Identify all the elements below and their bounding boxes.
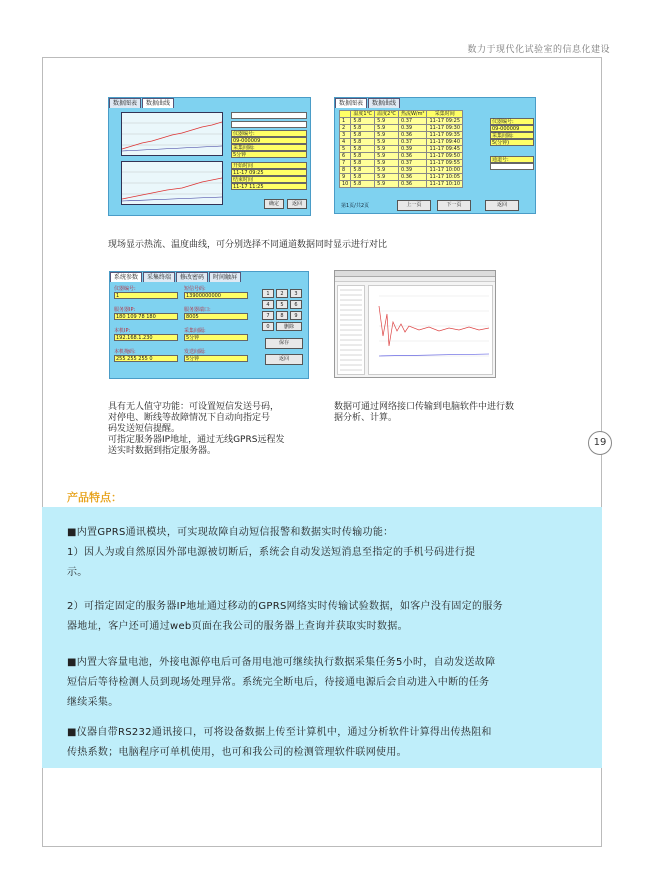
table-cell: 5.9 (375, 146, 399, 153)
table-tabs (335, 98, 535, 108)
table-cell: 11-17 09:25 (427, 118, 463, 125)
start-time-value[interactable]: 11-17 09:25 (231, 169, 307, 176)
tab-time[interactable]: 时间触屏 (209, 272, 241, 282)
tab-terminal[interactable]: 采集终端 (143, 272, 175, 282)
table-cell: 11-17 10:05 (427, 174, 463, 181)
table-cell: 5.8 (351, 146, 375, 153)
table-cell: 11-17 09:50 (427, 153, 463, 160)
keypad-key[interactable]: 4 (262, 300, 274, 309)
pc-list-lines (338, 286, 364, 374)
table-cell: 5.9 (375, 118, 399, 125)
param-label: 本机IP: (114, 328, 131, 334)
keypad-key[interactable]: 7 (262, 311, 274, 320)
table-cell: 5.8 (351, 174, 375, 181)
param-field (184, 327, 248, 341)
param-field (184, 285, 248, 299)
param-value[interactable]: 8005 (184, 313, 248, 320)
save-button[interactable]: 保存 (265, 338, 303, 349)
table-cell: 0.36 (398, 181, 427, 188)
pc-chart-plot (369, 286, 492, 374)
channel-select[interactable] (490, 163, 534, 170)
keypad-key[interactable]: 8 (276, 311, 288, 320)
table-cell: 0.39 (398, 125, 427, 132)
back-button[interactable]: 返回 (287, 199, 307, 209)
tab-data-table-2[interactable]: 数据图表 (335, 98, 367, 108)
param-label: 发送间隔: (184, 349, 206, 355)
caption-line: 码发送短信提醒。 (108, 424, 181, 434)
caption-curve: 现场显示热流、温度曲线，可分别选择不同通道数据同时显示进行对比 (108, 240, 388, 250)
table-cell: 6 (340, 153, 351, 160)
table-cell: 5.8 (351, 132, 375, 139)
table-row (340, 125, 463, 132)
table-cell: 0.36 (398, 153, 427, 160)
table-row (340, 153, 463, 160)
table-header: 温度1℃ (351, 111, 375, 118)
table-cell: 11-17 09:35 (427, 132, 463, 139)
caption-line: 数据可通过网络接口传输到电脑软件中进行数 (334, 402, 515, 412)
param-field (184, 348, 248, 362)
param-field (114, 285, 178, 299)
screenshot-data-curve (108, 97, 311, 216)
caption-line: 具有无人值守功能：可设置短信发送号码， (108, 402, 280, 412)
table-cell: 5.9 (375, 139, 399, 146)
frame-bottom-line (42, 846, 602, 847)
keypad-key[interactable]: 3 (290, 289, 302, 298)
param-value[interactable]: 5分钟 (184, 355, 248, 362)
table-cell: 2 (340, 125, 351, 132)
prev-page-button[interactable]: 上一页 (397, 200, 431, 211)
pc-chart (368, 285, 493, 375)
table-cell: 11-17 09:45 (427, 146, 463, 153)
table-cell: 5.8 (351, 181, 375, 188)
param-tabs (110, 272, 308, 282)
feature-line-4: 2）可指定固定的服务器IP地址通过移动的GPRS网络实时传输试验数据，如客户没有固定的服务 (67, 601, 503, 612)
table-cell: 5.9 (375, 132, 399, 139)
table-cell: 5.9 (375, 174, 399, 181)
param-field (184, 306, 248, 320)
pc-data-list (337, 285, 365, 375)
end-time-label: 结束时间 (231, 176, 307, 183)
table-cell: 11-17 09:30 (427, 125, 463, 132)
table-cell: 9 (340, 174, 351, 181)
table-cell: 10 (340, 181, 351, 188)
tab-data-table[interactable]: 数据图表 (109, 98, 141, 108)
table-cell: 4 (340, 139, 351, 146)
table-cell: 0.37 (398, 118, 427, 125)
param-label: 服务器IP: (114, 307, 136, 313)
table-cell: 0.36 (398, 132, 427, 139)
table-side-fields (490, 118, 534, 170)
table-header: 热流W/m² (398, 111, 427, 118)
channel-select-2[interactable] (231, 121, 307, 128)
table-cell: 11-17 10:00 (427, 167, 463, 174)
table-cell: 11-17 09:55 (427, 160, 463, 167)
channel-select-1[interactable] (231, 112, 307, 119)
keypad-key[interactable]: 删除 (276, 322, 302, 331)
keypad-key[interactable]: 9 (290, 311, 302, 320)
param-value[interactable]: 1 (114, 292, 178, 299)
table-row (340, 139, 463, 146)
feature-line-9: ■仪器自带RS232通讯接口，可将设备数据上传至计算机中，通过分析软件计算得出传热阻和 (67, 727, 492, 738)
feature-line-1: ■内置GPRS通讯模块，可实现故障自动短信报警和数据实时传输功能： (67, 527, 394, 538)
table-row (340, 181, 463, 188)
table-cell: 11-17 10:10 (427, 181, 463, 188)
param-value[interactable]: 5分钟 (184, 334, 248, 341)
interval-value-2: 5(分钟) (490, 139, 534, 146)
param-label: 本机掩码: (114, 349, 136, 355)
frame-top-line (42, 57, 602, 58)
table-row (340, 118, 463, 125)
feature-line-8: 继续采集。 (67, 697, 119, 708)
tab-data-curve[interactable]: 数据曲线 (142, 98, 174, 108)
table-cell: 5 (340, 146, 351, 153)
table-cell: 5.9 (375, 167, 399, 174)
table-cell: 5.9 (375, 125, 399, 132)
caption-line: 对停电、断线等故障情况下自动向指定号 (108, 413, 271, 423)
curve-tabs (109, 98, 310, 108)
table-cell: 1 (340, 118, 351, 125)
screenshot-data-table (334, 97, 536, 214)
page-indicator: 第1页/共2页 (341, 203, 370, 209)
feature-line-10: 传热系数；电脑程序可单机使用，也可和我公司的检测管理软件联网使用。 (67, 747, 407, 758)
curve-side-controls (231, 112, 307, 190)
curve-chart-bottom (121, 161, 223, 205)
param-label: 仪器编号: (114, 286, 136, 292)
header-title: 数力于现代化试验室的信息化建设 (467, 45, 610, 55)
param-field (114, 348, 178, 362)
table-row (340, 132, 463, 139)
keypad-key[interactable]: 2 (276, 289, 288, 298)
caption-line: 送实时数据到指定服务器。 (108, 446, 217, 456)
feature-line-5: 器地址，客户还可通过web页面在我公司的服务器上查询并获取实时数据。 (67, 621, 408, 632)
table-cell: 5.8 (351, 118, 375, 125)
param-value[interactable]: 192.168.1.230 (114, 334, 178, 341)
end-time-value[interactable]: 11-17 11:25 (231, 183, 307, 190)
caption-line: 据分析、计算。 (334, 413, 398, 423)
instrument-no-value-2: 09-000009 (490, 125, 534, 132)
instrument-no-value: 09-000009 (231, 137, 307, 144)
table-cell: 5.9 (375, 153, 399, 160)
start-time-label: 开始时间 (231, 162, 307, 169)
next-page-button[interactable]: 下一页 (437, 200, 471, 211)
feature-line-2: 1）因人为或自然原因外部电源被切断后，系统会自动发送短消息至指定的手机号码进行提 (67, 547, 476, 558)
curve-chart-top (121, 112, 223, 156)
tab-data-curve-2[interactable]: 数据曲线 (368, 98, 400, 108)
table-cell: 7 (340, 160, 351, 167)
instrument-no-label: 仪器编号: (231, 130, 307, 137)
return-button[interactable]: 返回 (265, 354, 303, 365)
param-value[interactable]: 180 109 78 180 (114, 313, 178, 320)
caption-line: 可指定服务器IP地址，通过无线GPRS远程发 (108, 435, 285, 445)
table-cell: 5.8 (351, 153, 375, 160)
table-cell: 5.8 (351, 125, 375, 132)
param-label: 服务器端口: (184, 307, 211, 313)
table-cell: 8 (340, 167, 351, 174)
tab-password[interactable]: 修改密码 (176, 272, 208, 282)
table-cell: 5.8 (351, 167, 375, 174)
table-header: 采集时间 (427, 111, 463, 118)
param-value[interactable]: 255 255 255 0 (114, 355, 178, 362)
instrument-no-label-2: 仪器编号: (490, 118, 534, 125)
caption-unattended (108, 402, 308, 457)
interval-label-2: 采集间隔: (490, 132, 534, 139)
table-cell: 0.39 (398, 146, 427, 153)
param-label: 采集间隔: (184, 328, 206, 334)
screenshot-pc-software (334, 270, 496, 378)
curve-line-top (122, 113, 222, 155)
table-cell: 3 (340, 132, 351, 139)
table-cell: 0.39 (398, 167, 427, 174)
param-field (114, 306, 178, 320)
back-button-2[interactable]: 返回 (485, 200, 519, 211)
table-cell: 0.37 (398, 160, 427, 167)
caption-network (334, 402, 554, 424)
table-cell: 0.36 (398, 174, 427, 181)
table-row (340, 160, 463, 167)
data-table (339, 110, 463, 188)
table-cell: 5.8 (351, 160, 375, 167)
table-cell: 5.9 (375, 181, 399, 188)
table-cell: 0.37 (398, 139, 427, 146)
keypad-key[interactable]: 0 (262, 322, 274, 331)
interval-label: 采集间隔: (231, 144, 307, 151)
feature-line-3: 示。 (67, 567, 88, 578)
keypad-key[interactable]: 1 (262, 289, 274, 298)
table-cell: 11-17 09:40 (427, 139, 463, 146)
table-row (340, 167, 463, 174)
feature-line-6: ■内置大容量电池，外接电源停电后可备用电池可继续执行数据采集任务5小时，自动发送故障 (67, 657, 496, 668)
table-header: 温度2℃ (375, 111, 399, 118)
feature-line-7: 短信后等待检测人员到现场处理异常。系统完全断电后，待接通电源后会自动进入中断的任务 (67, 677, 490, 688)
table-header (340, 111, 351, 118)
param-label: 短信号码: (184, 286, 206, 292)
param-value[interactable]: 13900000000 (184, 292, 248, 299)
keypad-key[interactable]: 6 (290, 300, 302, 309)
features-title: 产品特点： (67, 491, 122, 504)
page-number: 19 (588, 431, 612, 455)
table-cell: 5.9 (375, 160, 399, 167)
interval-value[interactable]: 5分钟 (231, 151, 307, 158)
table-row (340, 146, 463, 153)
confirm-button[interactable]: 确定 (264, 199, 284, 209)
channel-label: 通道号: (490, 156, 534, 163)
pc-menubar (335, 277, 495, 282)
table-row (340, 174, 463, 181)
table-cell: 5.8 (351, 139, 375, 146)
tab-system-params[interactable]: 系统参数 (110, 272, 142, 282)
screenshot-system-params (109, 271, 309, 379)
param-field (114, 327, 178, 341)
curve-line-bottom (122, 162, 222, 204)
keypad-key[interactable]: 5 (276, 300, 288, 309)
